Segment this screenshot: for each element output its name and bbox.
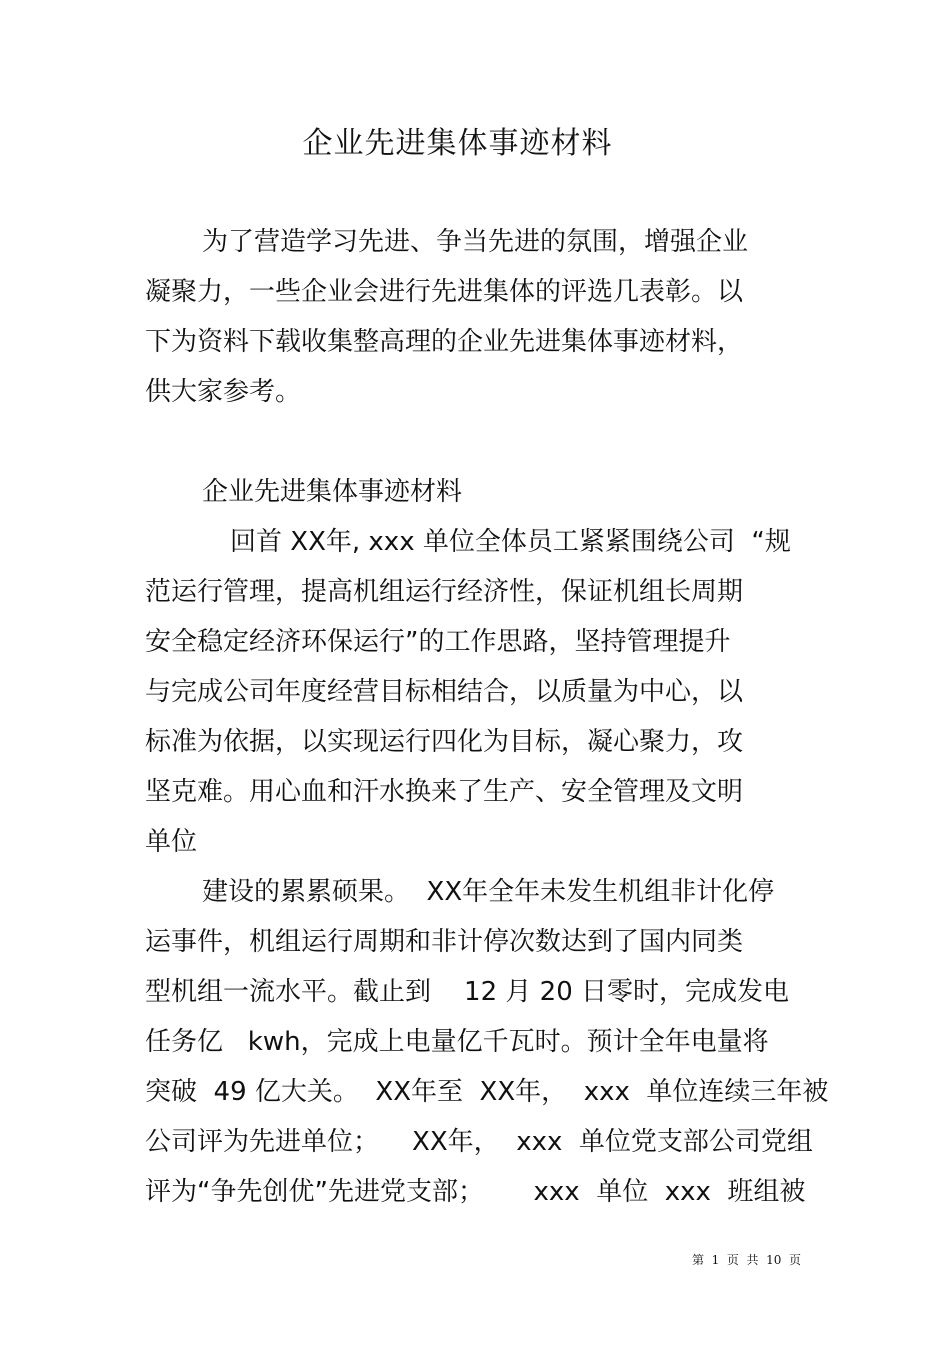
body-line: 坚克难。用心血和汗水换来了生产、安全管理及文明 bbox=[145, 777, 744, 807]
body-line: 任务亿 kwh，完成上电量亿千瓦时。预计全年电量将 bbox=[145, 1027, 769, 1057]
body-line: 标准为依据，以实现运行四化为目标，凝心聚力，攻 bbox=[145, 727, 744, 757]
body-line: 回首 XX年, xxx 单位全体员工紧紧围绕公司 “规 bbox=[230, 527, 791, 557]
intro-line: 凝聚力，一些企业会进行先进集体的评选几表彰。以 bbox=[145, 277, 744, 307]
intro-line: 下为资料下载收集整高理的企业先进集体事迹材料， bbox=[145, 327, 744, 357]
body-line: 运事件，机组运行周期和非计停次数达到了国内同类 bbox=[145, 927, 744, 957]
body-line: 型机组一流水平。截止到 12 月 20 日零时，完成发电 bbox=[145, 977, 790, 1007]
body-line: 范运行管理，提高机组运行经济性，保证机组长周期 bbox=[145, 577, 744, 607]
body-line: 单位 bbox=[145, 827, 198, 857]
body-line: 安全稳定经济环保运行”的工作思路，坚持管理提升 bbox=[145, 627, 731, 657]
body-line: 评为“争先创优”先进党支部； xxx 单位 xxx 班组被 bbox=[145, 1177, 806, 1207]
body-line: 突破 49 亿大关。 XX年至 XX年， xxx 单位连续三年被 bbox=[145, 1077, 829, 1107]
page-number-footer: 第 1 页 共 10 页 bbox=[692, 1253, 802, 1267]
document-title: 企业先进集体事迹材料 bbox=[302, 126, 613, 161]
section-subtitle: 企业先进集体事迹材料 bbox=[202, 477, 463, 507]
body-line: 与完成公司年度经营目标相结合，以质量为中心，以 bbox=[145, 677, 744, 707]
intro-line: 供大家参考。 bbox=[145, 377, 302, 407]
intro-line: 为了营造学习先进、争当先进的氛围，增强企业 bbox=[202, 227, 749, 257]
body-line: 建设的累累硕果。 XX年全年未发生机组非计化停 bbox=[202, 877, 775, 907]
body-line: 公司评为先进单位； XX年， xxx 单位党支部公司党组 bbox=[145, 1127, 813, 1157]
